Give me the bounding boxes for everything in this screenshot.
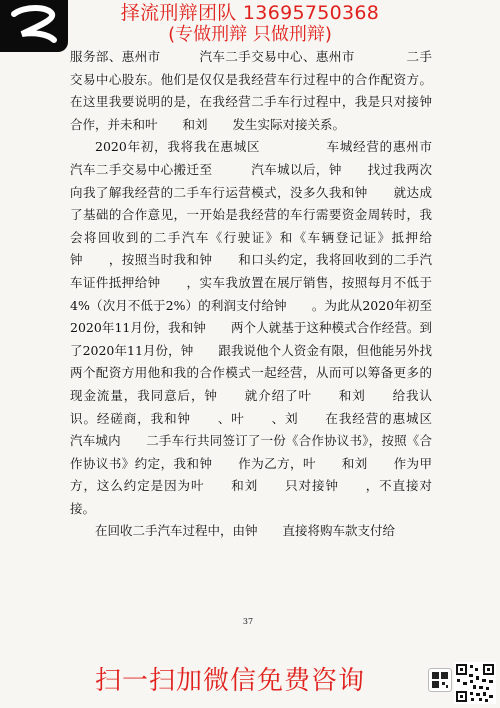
wechat-qr-code-icon[interactable] (454, 662, 496, 704)
brand-logo (0, 0, 68, 52)
header-contact (120, 2, 380, 46)
document-body (70, 46, 470, 543)
header-slogan: (专做刑辩 只做刑辩) (168, 24, 332, 45)
paragraph-3: 在回收二手汽车过程中，由钟 直接将购车款支付给 (95, 523, 396, 539)
paragraph-2: 2020年初，我将我在惠城区 车城经营的惠州市 汽车二手交易中心搬迁至 汽车城以后，钟 找过我两次向我了解我经营的二手车行运营模式，没多久我和钟 就达成了基础的合作意见，一开始是我经营的车行需要资金周转时，我会将回收到的二手汽车《行驶证》和《车辆登记证》抵押给钟 ，按照当时我和钟 和口头约定，我将回收到的二手汽车证件抵押给钟 ，实车我放置在展厅销售，按照每月不低于4%（次月不低于2%）的利润支付给钟 。为此从2020年初至2020年11月份，我和钟 两个人就基于这种模式合作经营。到了2020年11月份，钟 跟我说他个人资金有限，但他能另外找两个配资方用他和我的合作模式一起经营，从而可以筹备更多的现金流量，我同意后，钟 就介绍了叶 和刘 给我认识。经磋商，我和钟 、叶 、刘 在我经营的惠城区 汽车城内 二手车行共同签订了一份《合作协议书》，按照《合作协议书》约定，我和钟 作为乙方，叶 和刘 作为甲方，这么约定是因为叶 和刘 只对接钟 ，不直接对接。 (70, 139, 470, 516)
small-qr-icon (428, 668, 452, 692)
header-team-phone: 择流刑辩团队 13695750368 (120, 2, 380, 24)
paragraph-1: 服务部、惠州市 汽车二手交易中心、惠州市 二手交易中心股东。他们是仅仅是我经营车行过程中的合作配资方。在这里我要说明的是，在我经营二手车行过程中，我是只对接钟 合作，并未和叶 和刘 发生实际对接关系。 (70, 49, 458, 132)
brand-logo-icon (8, 4, 60, 48)
page-number: 37 (242, 617, 254, 626)
footer-cta: 扫一扫加微信免费咨询 (95, 666, 366, 696)
